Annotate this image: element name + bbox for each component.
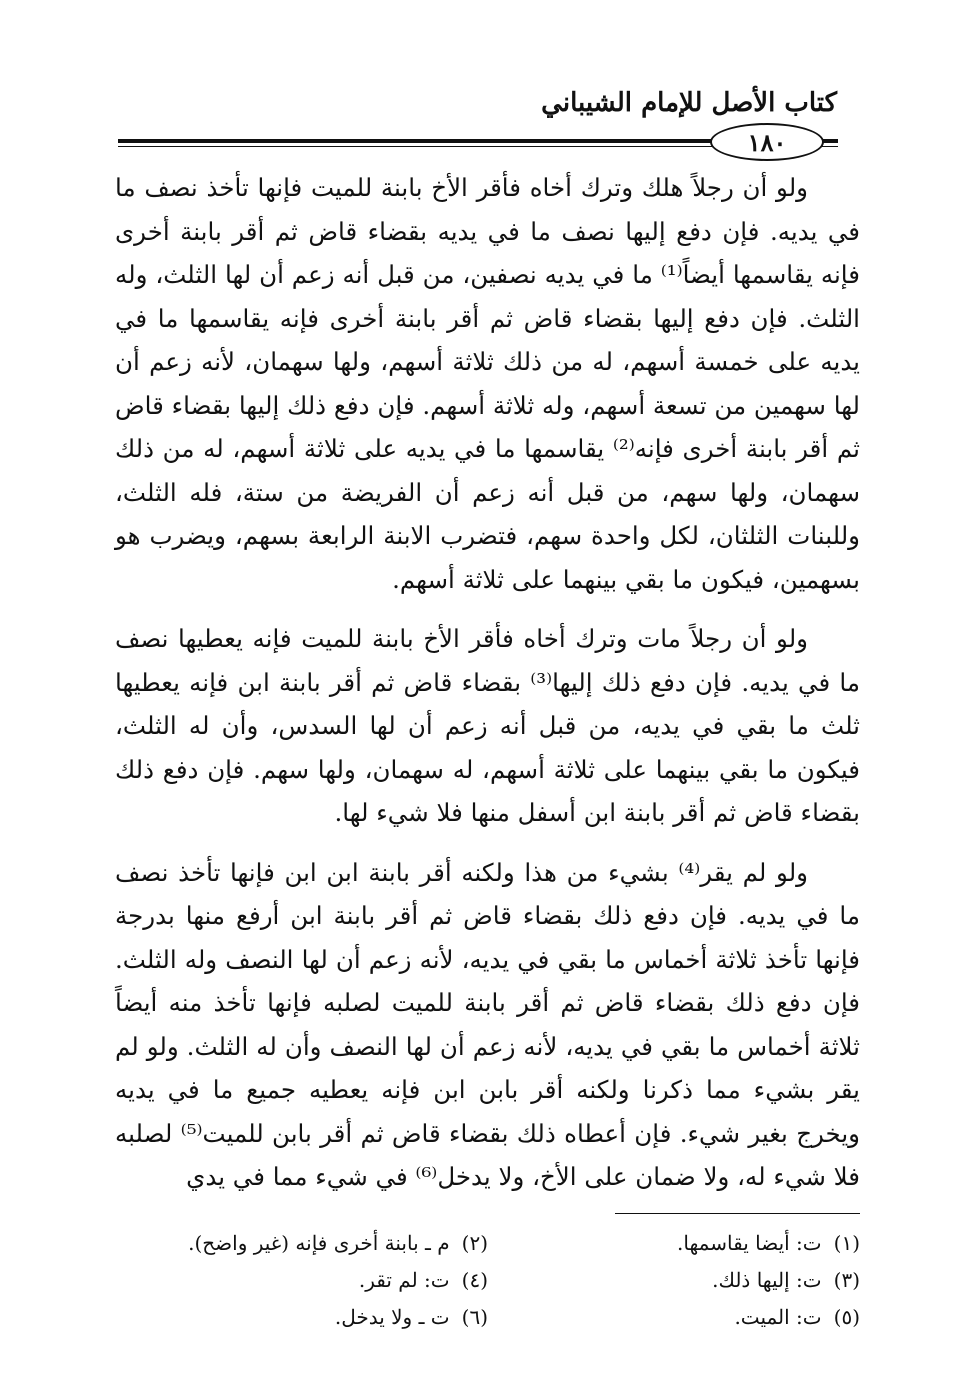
paragraph: ولو أن رجلاً مات وترك أخاه فأقر الأخ بابنة للميت فإنه يعطيها نصف ما في يديه. فإن دفع ذلك إليها⁽³⁾ بقضاء قاض ثم أقر بابنة ابن فإنه يعطيها ثلث ما بقي في يديه، من قبل أنه زعم أن لها السدس، وأن له الثلث، فيكون ما بقي بينهما على ثلاثة أسهم، له سهمان، ولها سهم. فإن دفع ذلك بقضاء قاض ثم أقر بابنة ابن أسفل منها فلا شيء لها.: [115, 624, 860, 827]
running-header-title: كتاب الأصل للإمام الشيباني: [541, 88, 837, 118]
footnote-6: [116, 1299, 488, 1336]
main-text: [115, 166, 860, 1199]
page-number-oval: ١٨٠: [710, 123, 824, 161]
paragraph: ولو أن رجلاً هلك وترك أخاه فأقر الأخ بابنة للميت فإنها تأخذ نصف ما في يديه. فإن دفع إليها نصف ما في يديه بقضاء قاض ثم أقر بابنة أخرى فإنه يقاسمها أيضاً⁽¹⁾ ما في يديه نصفين، من قبل أنه زعم أن لها الثلث، وله الثلث. فإن دفع إليها بقضاء قاض ثم أقر بابنة أخرى فإنه يقاسمها ما في يديه على خمسة أسهم، له من ذلك ثلاثة أسهم، ولها سهمان، لأنه زعم أن لها سهمين من تسعة أسهم، وله ثلاثة أسهم. فإن دفع ذلك إليها بقضاء قاض ثم أقر بابنة أخرى فإنه⁽²⁾ يقاسمها ما في يديه على ثلاثة أسهم، له من ذلك سهمان، ولها سهم، من قبل أنه زعم أن الفريضة من ستة، فله الثلث، وللبنات الثلثان، لكل واحدة سهم، فتضرب الابنة الرابعة بسهم، ويضرب هو بسهمين، فيكون ما بقي بينهما على ثلاثة أسهم.: [115, 173, 860, 594]
paragraph: ولو لم يقر⁽⁴⁾ بشيء من هذا ولكنه أقر بابنة ابن ابن فإنها تأخذ نصف ما في يديه. فإن دفع ذلك بقضاء قاض ثم أقر بابنة ابن أرفع منها بدرجة فإنها تأخذ ثلاثة أخماس ما بقي في يديه، لأنه زعم أن لها النصف وله الثلث. فإن دفع ذلك بقضاء قاض ثم أقر بابنة للميت لصلبه فإنها تأخذ منه أيضاً ثلاثة أخماس ما بقي في يديه، لأنه زعم أن لها النصف وأن له الثلث. ولو لم يقر بشيء مما ذكرنا ولكنه أقر بابن ابن فإنه يعطيه جميع ما في يديه ويخرج بغير شيء. فإن أعطاه ذلك بقضاء قاض ثم أقر بابن للميت⁽⁵⁾ لصلبه فلا شيء له، ولا ضمان على الأخ، ولا يدخل⁽⁶⁾ في شيء مما في يدي: [115, 857, 860, 1191]
footnote-text: ت: لم تقر.: [358, 1268, 450, 1292]
footnote-number: (١): [833, 1231, 860, 1255]
footnote-separator: [615, 1213, 860, 1214]
footnote-number: (٢): [461, 1231, 488, 1255]
footnote-text: ت: إليها ذلك.: [712, 1268, 822, 1292]
footnote-number: (٤): [461, 1268, 488, 1292]
footnote-4: [116, 1262, 488, 1299]
footnote-row: [115, 1262, 860, 1299]
footnote-number: (٣): [833, 1268, 860, 1292]
footnote-number: (٥): [833, 1305, 860, 1329]
footnote-2: [116, 1225, 488, 1262]
footnote-3: [488, 1262, 860, 1299]
footnote-number: (٦): [461, 1305, 488, 1329]
footnote-row: [115, 1225, 860, 1262]
footnote-text: ت: الميت.: [734, 1305, 822, 1329]
footnote-row: [115, 1299, 860, 1336]
footnote-1: [488, 1225, 860, 1262]
footnote-text: م ـ بابنة أخرى فإنه (غير واضح).: [188, 1231, 450, 1255]
footnotes: [115, 1225, 860, 1336]
footnote-5: [488, 1299, 860, 1336]
footnote-text: ت ـ ولا يدخل.: [334, 1305, 450, 1329]
footnote-text: ت: أيضا يقاسمها.: [677, 1231, 822, 1255]
